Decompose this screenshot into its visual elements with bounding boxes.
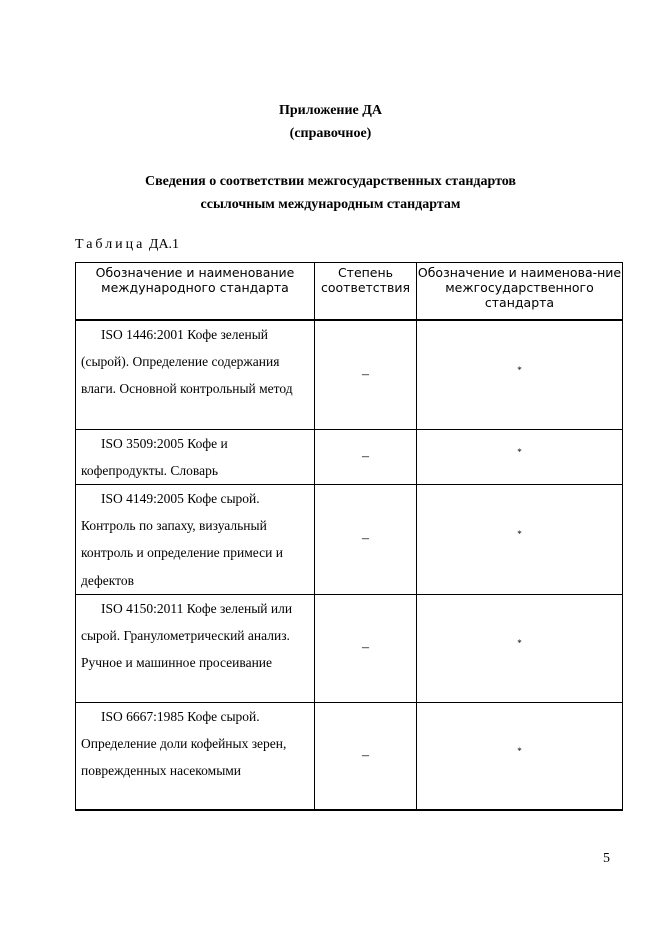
appendix-caption-line-1: Сведения о соответствии межгосударственных стандартов [145, 174, 516, 189]
appendix-subtitle: (справочное) [289, 126, 372, 141]
interstate-standard-cell: * [417, 429, 623, 484]
table-caption [75, 236, 179, 254]
table-row [76, 594, 623, 702]
degree-of-conformity-cell: – [315, 429, 417, 484]
interstate-standard-cell: * [417, 702, 623, 810]
international-standard-cell [76, 320, 315, 429]
standard-designation: ISO 6667:1985 [101, 708, 184, 724]
standard-designation: ISO 4150:2011 [101, 600, 184, 616]
international-standard-cell [76, 429, 315, 484]
table-row [76, 429, 623, 484]
table-row [76, 320, 623, 429]
standards-table [75, 262, 623, 811]
header-interstate-standard: Обозначение и наименова-ние межгосударственного стандарта [417, 263, 623, 321]
table-label: Таблица [75, 237, 146, 252]
appendix-caption-line-2: ссылочным международным стандартам [200, 197, 461, 212]
table-row [76, 702, 623, 810]
international-standard-cell [76, 594, 315, 702]
table-header-row [76, 263, 623, 321]
degree-of-conformity-cell: – [315, 484, 417, 594]
interstate-standard-cell: * [417, 484, 623, 594]
standard-designation: ISO 1446:2001 [101, 327, 184, 342]
standard-title: Кофе зеленый или сырой. Гранулометрический анализ. Ручное и машинное просеивание [81, 600, 293, 671]
table-row [76, 484, 623, 594]
appendix-title: Приложение ДА [278, 103, 383, 118]
standard-title: Кофе сырой. Контроль по запаху, визуальный контроль и определение примеси и дефектов [81, 490, 283, 588]
standard-title: Кофе сырой. Определение доли кофейных зерен, поврежденных насекомыми [81, 708, 287, 779]
standard-designation: ISO 4149:2005 [101, 490, 184, 506]
international-standard-cell [76, 702, 315, 810]
degree-of-conformity-cell: – [315, 320, 417, 429]
degree-of-conformity-cell: – [315, 594, 417, 702]
interstate-standard-cell: * [417, 594, 623, 702]
interstate-standard-cell: * [417, 320, 623, 429]
table-body [76, 320, 623, 810]
degree-of-conformity-cell: – [315, 702, 417, 810]
header-international-standard: Обозначение и наименование международного стандарта [76, 263, 315, 321]
page-number: 5 [603, 851, 610, 866]
standard-title: Кофе зеленый (сырой). Определение содержания влаги. Основной контрольный метод [81, 327, 293, 397]
standard-designation: ISO 3509:2005 [101, 435, 184, 451]
standard-title: Кофе и кофепродукты. Словарь [81, 435, 228, 478]
table-number: ДА.1 [148, 237, 180, 252]
header-degree-of-conformity: Степень соответствия [315, 263, 417, 321]
international-standard-cell [76, 484, 315, 594]
